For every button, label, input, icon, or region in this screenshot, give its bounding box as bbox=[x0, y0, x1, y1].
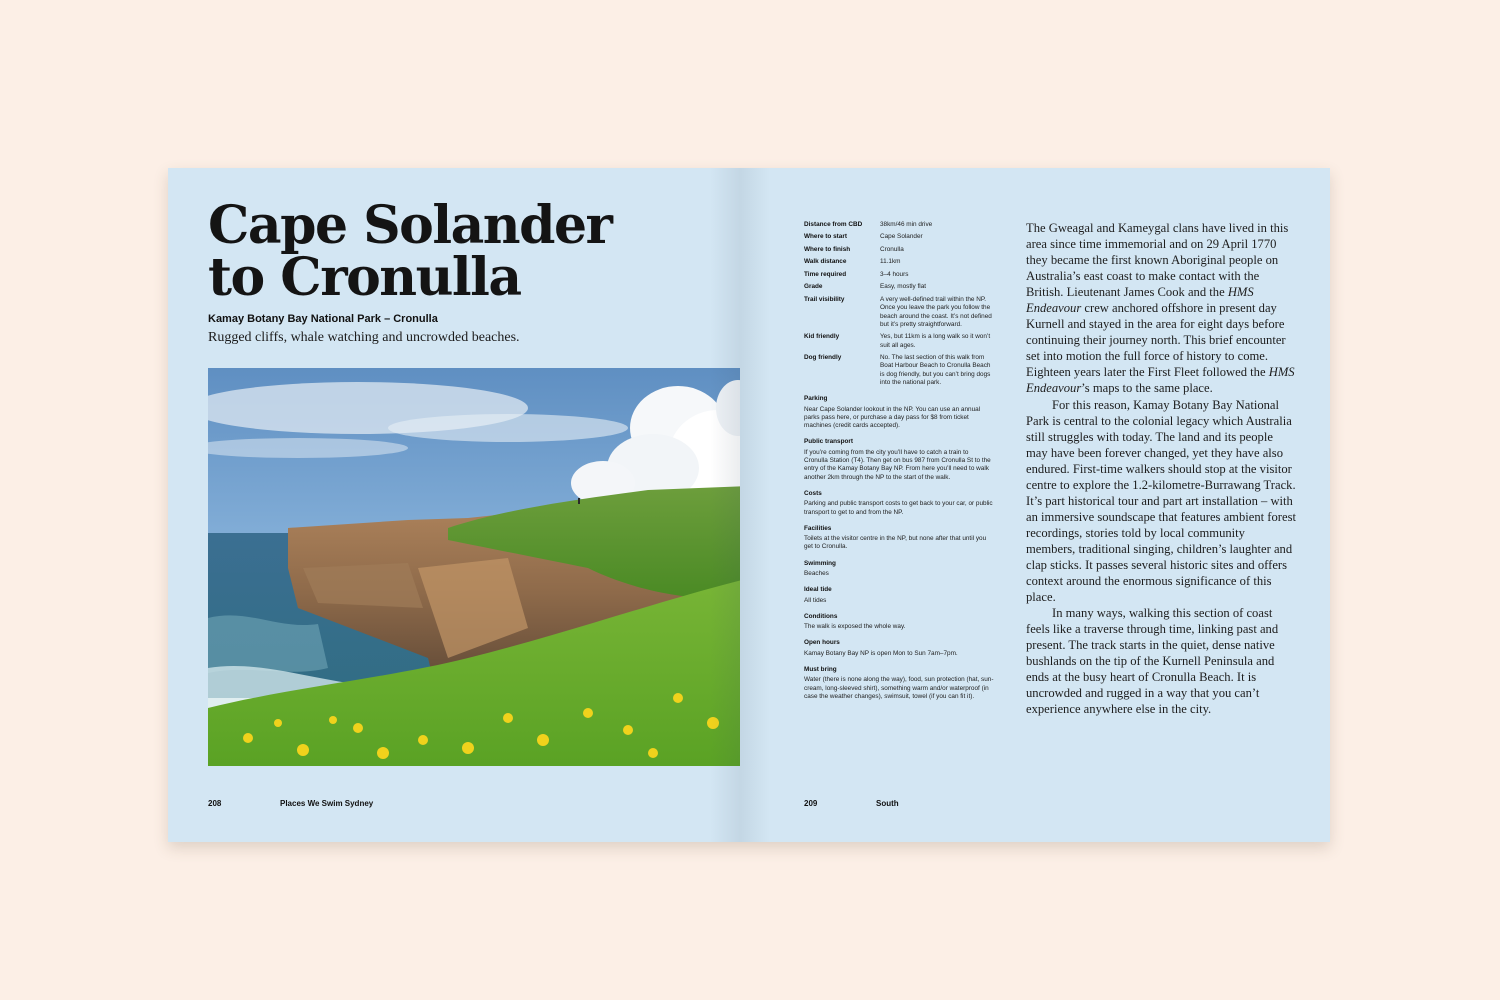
info-text: Parking and public transport costs to get back to your car, or public transport to get to and from the NP. bbox=[804, 500, 993, 516]
fact-row bbox=[804, 221, 994, 229]
info-heading: Public transport bbox=[804, 438, 854, 446]
title-line-1: Cape Solander bbox=[208, 195, 612, 256]
info-heading: Must bring bbox=[804, 666, 837, 674]
fact-value: 3–4 hours bbox=[880, 270, 909, 278]
info-text: Kamay Botany Bay NP is open Mon to Sun 7am–7pm. bbox=[804, 649, 958, 657]
fact-value: Yes, but 11km is a long walk so it won’t suit all ages. bbox=[880, 333, 991, 349]
body-paragraph-2: For this reason, Kamay Botany Bay National Park is central to the colonial legacy which Australia still struggles with today. The land and its people may have been forever changed, yet they have also endured. First-time walkers should stop at the visitor centre to explore the 1.2-kilometre-Burrawang Track. It’s part historical tour and part art installation – with an immersive soundscape that features ambient forest recordings, stories told by local community members, traditional singing, children’s laughter and clap sticks. It passes several historic sites and offers context around the enormous significance of this place. bbox=[1026, 397, 1296, 605]
running-header-right: South bbox=[876, 799, 899, 808]
fact-value: Easy, mostly flat bbox=[880, 283, 927, 291]
page-number-left: 208 bbox=[208, 799, 222, 808]
gutter-shadow-right bbox=[740, 168, 770, 842]
info-block-conditions bbox=[804, 613, 994, 632]
ship-name: HMS Endeavour bbox=[1026, 285, 1254, 316]
info-heading: Facilities bbox=[804, 524, 832, 532]
body-text-segment: crew anchored offshore in present day Kurnell and stayed in the area for eight days before continuing their journey north. This brief encounter set into motion the full force of history to come. Eighteen years later the First Fleet followed the bbox=[1026, 301, 1286, 380]
fact-row bbox=[804, 271, 994, 279]
fact-label: Where to start bbox=[804, 233, 847, 241]
fact-label: Trail visibility bbox=[804, 295, 845, 303]
info-block-swimming bbox=[804, 560, 994, 579]
right-page bbox=[740, 168, 1330, 842]
fact-label: Dog friendly bbox=[804, 354, 842, 362]
info-block-open-hours bbox=[804, 639, 994, 658]
info-text: Near Cape Solander lookout in the NP. You can use an annual parks pass here, or purchase a day pass for $8 from ticket machines (credit cards accepted). bbox=[804, 405, 981, 430]
fact-row bbox=[804, 354, 994, 387]
info-block-costs bbox=[804, 490, 994, 517]
left-page bbox=[168, 168, 740, 842]
fact-row bbox=[804, 233, 994, 241]
running-header-left: Places We Swim Sydney bbox=[280, 799, 374, 808]
info-text: Beaches bbox=[804, 570, 829, 577]
info-block-public-transport bbox=[804, 438, 994, 481]
fact-row bbox=[804, 296, 994, 329]
info-block-parking bbox=[804, 395, 994, 430]
info-heading: Open hours bbox=[804, 639, 840, 647]
body-text bbox=[1026, 220, 1296, 717]
walk-facts bbox=[804, 221, 994, 701]
coastal-cliff-photo bbox=[208, 368, 740, 766]
info-text: Toilets at the visitor centre in the NP, but none after that until you get to Cronulla. bbox=[804, 535, 987, 551]
info-block-must-bring bbox=[804, 666, 994, 701]
body-text-segment: ’s maps to the same place. bbox=[1081, 381, 1213, 396]
fact-value: Cronulla bbox=[880, 245, 904, 253]
title-line-2: to Cronulla bbox=[208, 247, 521, 308]
info-block-facilities bbox=[804, 525, 994, 552]
info-heading: Ideal tide bbox=[804, 586, 832, 594]
page-title bbox=[208, 195, 728, 308]
fact-row bbox=[804, 258, 994, 266]
info-text: If you’re coming from the city you’ll have to catch a train to Cronulla Station (T4). Then get on bus 987 from Cronulla St to the entry of the Kamay Botany Bay NP. From here you’ll need to walk another 2km through the NP to the start of the walk. bbox=[804, 448, 991, 481]
body-paragraph-1 bbox=[1026, 220, 1296, 397]
fact-label: Distance from CBD bbox=[804, 221, 863, 228]
fact-label: Time required bbox=[804, 270, 847, 278]
info-text: All tides bbox=[804, 596, 827, 604]
info-heading: Conditions bbox=[804, 612, 838, 620]
fact-row bbox=[804, 283, 994, 291]
fact-row bbox=[804, 333, 994, 350]
info-heading: Swimming bbox=[804, 559, 836, 567]
tagline: Rugged cliffs, whale watching and uncrowded beaches. bbox=[208, 330, 520, 345]
body-paragraph-3: In many ways, walking this section of coast feels like a traverse through time, linking past and present. The track starts in the quiet, dense native bushlands on the tip of the Kurnell Peninsula and ends at the busy heart of Cronulla Beach. It is uncrowded and rugged in a way that you can’t experience anywhere else in the city. bbox=[1026, 606, 1279, 717]
book-spread bbox=[168, 168, 1330, 842]
fact-row bbox=[804, 246, 994, 254]
fact-value: 11.1km bbox=[880, 258, 901, 266]
fact-label: Walk distance bbox=[804, 258, 847, 266]
fact-value: A very well-defined trail within the NP. Once you leave the park you follow the beach around the coast. It’s not defined but it’s pretty straightforward. bbox=[880, 295, 992, 328]
fact-label: Where to finish bbox=[804, 245, 851, 253]
page-number-right: 209 bbox=[804, 799, 818, 808]
info-text: Water (there is none along the way), food, sun protection (hat, sun-cream, long-sleeved shirt), something warm and/or waterproof (in case the weather changes), swimsuit, towel (if you can fit it). bbox=[804, 676, 994, 700]
fact-value: Cape Solander bbox=[880, 233, 923, 241]
fact-value: 38km/46 min drive bbox=[880, 221, 933, 228]
fact-label: Kid friendly bbox=[804, 333, 840, 341]
fact-value: No. The last section of this walk from Boat Harbour Beach to Cronulla Beach is dog friendly, but you can’t bring dogs into the national park. bbox=[880, 354, 991, 386]
body-text-segment: The Gweagal and Kameygal clans have lived in this area since time immemorial and on 29 April 1770 they became the first known Aboriginal people on Australia’s east coast to make contact with the British. Lieutenant James Cook and the bbox=[1026, 221, 1289, 300]
fact-label: Grade bbox=[804, 283, 823, 291]
location-subtitle: Kamay Botany Bay National Park – Cronulla bbox=[208, 313, 438, 325]
info-heading: Costs bbox=[804, 489, 822, 497]
info-heading: Parking bbox=[804, 395, 828, 403]
info-block-ideal-tide bbox=[804, 586, 994, 605]
ship-name: HMS Endeavour bbox=[1026, 365, 1295, 396]
info-text: The walk is exposed the whole way. bbox=[804, 623, 906, 631]
